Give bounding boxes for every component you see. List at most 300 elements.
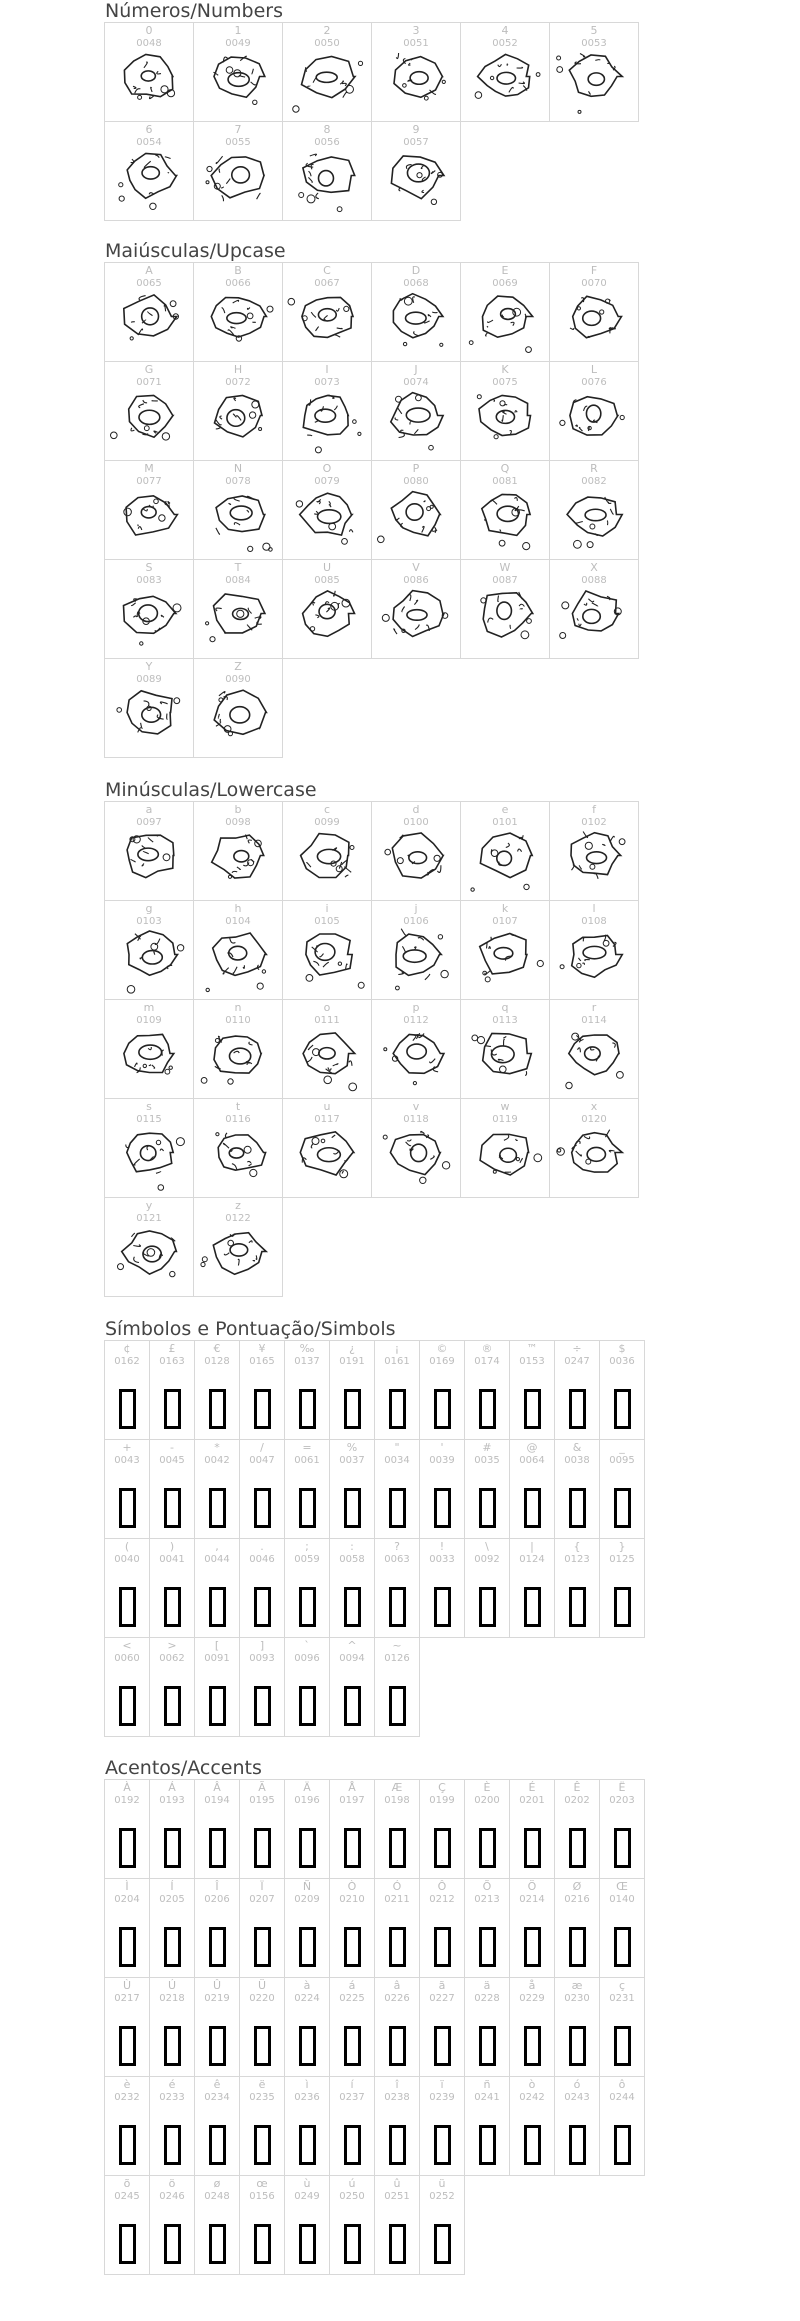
- glyph-character-label: Ö: [527, 1880, 537, 1893]
- glyph-cell[interactable]: [104, 262, 194, 362]
- glyph-cell[interactable]: [284, 1538, 330, 1638]
- missing-glyph-box: [119, 1389, 136, 1429]
- glyph-cell[interactable]: [194, 1538, 240, 1638]
- glyph-cell[interactable]: [104, 460, 194, 560]
- glyph-cell[interactable]: [599, 1977, 645, 2077]
- glyph-character-label: 2: [323, 24, 331, 37]
- glyph-cell[interactable]: [329, 1878, 375, 1978]
- glyph-code-label: 0252: [429, 2191, 455, 2202]
- glyph-cell[interactable]: [329, 1779, 375, 1879]
- glyph-code-label: 0250: [339, 2191, 365, 2202]
- glyph-cell[interactable]: [460, 22, 550, 122]
- glyph-cell[interactable]: [282, 361, 372, 461]
- glyph-cell[interactable]: [371, 900, 461, 1000]
- glyph-cell[interactable]: [460, 460, 550, 560]
- glyph-code-label: 0228: [474, 1993, 500, 2004]
- glyph-cell[interactable]: [282, 801, 372, 901]
- glyph-cell[interactable]: [554, 1538, 600, 1638]
- glyph-cell[interactable]: [282, 999, 372, 1099]
- glyph-code-label: 0241: [474, 2092, 500, 2103]
- glyph-cell[interactable]: [374, 1340, 420, 1440]
- glyph-character-label: o: [323, 1001, 331, 1014]
- glyph-cell[interactable]: [193, 262, 283, 362]
- glyph-code-label: 0062: [159, 1653, 185, 1664]
- missing-glyph-box: [434, 1927, 451, 1967]
- glyph-preview-image: [194, 901, 283, 1000]
- glyph-character-label: Ë: [618, 1781, 626, 1794]
- glyph-code-label: 0043: [114, 1455, 140, 1466]
- glyph-preview-image: [550, 901, 639, 1000]
- glyph-character-label: P: [412, 462, 420, 475]
- missing-glyph-box: [389, 2125, 406, 2165]
- glyph-cell[interactable]: [460, 900, 550, 1000]
- glyph-cell[interactable]: [104, 361, 194, 461]
- missing-glyph-box: [479, 1389, 496, 1429]
- glyph-character-label: _: [619, 1441, 625, 1454]
- glyph-character-label: £: [168, 1342, 176, 1355]
- glyph-preview-image: [194, 1000, 283, 1099]
- glyph-preview-image: [283, 362, 372, 461]
- glyph-cell[interactable]: [194, 1439, 240, 1539]
- missing-glyph-box: [614, 1488, 631, 1528]
- glyph-code-label: 0093: [249, 1653, 275, 1664]
- glyph-cell[interactable]: [194, 1878, 240, 1978]
- glyph-preview-image: [461, 1000, 550, 1099]
- glyph-cell[interactable]: [549, 460, 639, 560]
- glyph-cell[interactable]: [509, 1439, 555, 1539]
- glyph-cell[interactable]: [549, 361, 639, 461]
- glyph-cell[interactable]: [104, 999, 194, 1099]
- glyph-cell[interactable]: [239, 1977, 285, 2077]
- glyph-cell[interactable]: [549, 999, 639, 1099]
- glyph-cell[interactable]: [464, 1340, 510, 1440]
- glyph-cell[interactable]: [329, 2076, 375, 2176]
- glyph-character-label: ç: [618, 1979, 626, 1992]
- missing-glyph-box: [614, 2026, 631, 2066]
- glyph-cell[interactable]: [194, 1977, 240, 2077]
- glyph-cell[interactable]: [104, 1977, 150, 2077]
- glyph-code-label: 0112: [403, 1015, 429, 1026]
- glyph-character-label: -: [170, 1441, 174, 1454]
- glyph-cell[interactable]: [194, 1637, 240, 1737]
- missing-glyph-box: [524, 2026, 541, 2066]
- glyph-cell[interactable]: [599, 1340, 645, 1440]
- glyph-cell[interactable]: [554, 1977, 600, 2077]
- glyph-cell[interactable]: [282, 900, 372, 1000]
- glyph-cell[interactable]: [239, 2175, 285, 2275]
- glyph-cell[interactable]: [419, 2175, 465, 2275]
- glyph-preview-image: [194, 659, 283, 758]
- glyph-cell[interactable]: [239, 2076, 285, 2176]
- glyph-cell[interactable]: [419, 1779, 465, 1879]
- missing-glyph-box: [479, 1488, 496, 1528]
- glyph-cell[interactable]: [239, 1637, 285, 1737]
- glyph-character-label: B: [234, 264, 242, 277]
- missing-glyph-box: [569, 1828, 586, 1868]
- glyph-preview-image: [461, 362, 550, 461]
- missing-glyph-box: [119, 1686, 136, 1726]
- glyph-character-label: H: [233, 363, 243, 376]
- glyph-cell[interactable]: [509, 1977, 555, 2077]
- glyph-cell[interactable]: [374, 1439, 420, 1539]
- glyph-cell[interactable]: [104, 801, 194, 901]
- missing-glyph-box: [434, 1587, 451, 1627]
- glyph-code-label: 0229: [519, 1993, 545, 2004]
- glyph-cell[interactable]: [193, 1098, 283, 1198]
- glyph-cell[interactable]: [282, 559, 372, 659]
- glyph-code-label: 0083: [136, 575, 162, 586]
- glyph-cell[interactable]: [194, 1779, 240, 1879]
- glyph-cell[interactable]: [554, 1439, 600, 1539]
- glyph-character-label: ÷: [572, 1342, 582, 1355]
- glyph-code-label: 0087: [492, 575, 518, 586]
- glyph-cell[interactable]: [239, 1878, 285, 1978]
- glyph-cell[interactable]: [282, 460, 372, 560]
- glyph-cell[interactable]: [374, 1878, 420, 1978]
- glyph-code-label: 0099: [314, 817, 340, 828]
- glyph-character-label: /: [260, 1441, 264, 1454]
- glyph-cell[interactable]: [284, 2175, 330, 2275]
- glyph-cell[interactable]: [104, 2076, 150, 2176]
- glyph-character-label: K: [501, 363, 509, 376]
- glyph-cell[interactable]: [329, 1340, 375, 1440]
- glyph-cell[interactable]: [599, 1439, 645, 1539]
- missing-glyph-box: [299, 1686, 316, 1726]
- glyph-cell[interactable]: [509, 1340, 555, 1440]
- glyph-cell[interactable]: [464, 2076, 510, 2176]
- missing-glyph-box: [254, 1686, 271, 1726]
- glyph-preview-image: [105, 23, 194, 122]
- glyph-cell[interactable]: [509, 2076, 555, 2176]
- glyph-cell[interactable]: [194, 2076, 240, 2176]
- glyph-character-label: G: [144, 363, 154, 376]
- glyph-cell[interactable]: [239, 1439, 285, 1539]
- glyph-cell[interactable]: [374, 1637, 420, 1737]
- glyph-cell[interactable]: [599, 1878, 645, 1978]
- glyph-character-label: È: [483, 1781, 491, 1794]
- glyph-cell[interactable]: [599, 1779, 645, 1879]
- glyph-preview-image: [550, 461, 639, 560]
- glyph-character-label: ': [440, 1441, 444, 1454]
- glyph-cell[interactable]: [419, 2076, 465, 2176]
- glyph-code-label: 0049: [225, 38, 251, 49]
- glyph-cell[interactable]: [104, 1098, 194, 1198]
- missing-glyph-box: [164, 1389, 181, 1429]
- glyph-code-label: 0095: [609, 1455, 635, 1466]
- missing-glyph-box: [569, 2125, 586, 2165]
- glyph-cell[interactable]: [460, 999, 550, 1099]
- glyph-preview-image: [105, 659, 194, 758]
- glyph-cell[interactable]: [194, 2175, 240, 2275]
- glyph-cell[interactable]: [509, 1878, 555, 1978]
- glyph-code-label: 0162: [114, 1356, 140, 1367]
- glyph-code-label: 0163: [159, 1356, 185, 1367]
- glyph-cell[interactable]: [419, 1878, 465, 1978]
- glyph-preview-image: [283, 802, 372, 901]
- glyph-cell[interactable]: [509, 1538, 555, 1638]
- glyph-cell[interactable]: [371, 999, 461, 1099]
- glyph-character-label: .: [260, 1540, 264, 1553]
- glyph-cell[interactable]: [104, 22, 194, 122]
- glyph-cell[interactable]: [149, 2076, 195, 2176]
- glyph-cell[interactable]: [193, 1197, 283, 1297]
- glyph-character-label: U: [322, 561, 332, 574]
- glyph-cell[interactable]: [104, 900, 194, 1000]
- glyph-cell[interactable]: [193, 121, 283, 221]
- missing-glyph-box: [524, 1587, 541, 1627]
- glyph-cell[interactable]: [374, 2175, 420, 2275]
- glyph-cell[interactable]: [464, 1439, 510, 1539]
- glyph-cell[interactable]: [149, 1538, 195, 1638]
- glyph-code-label: 0102: [581, 817, 607, 828]
- missing-glyph-box: [344, 1927, 361, 1967]
- glyph-character-label: T: [234, 561, 242, 574]
- glyph-cell[interactable]: [193, 999, 283, 1099]
- glyph-cell[interactable]: [464, 1538, 510, 1638]
- glyph-cell[interactable]: [149, 1977, 195, 2077]
- missing-glyph-box: [119, 1828, 136, 1868]
- glyph-preview-image: [283, 263, 372, 362]
- glyph-cell[interactable]: [239, 1340, 285, 1440]
- glyph-code-label: 0051: [403, 38, 429, 49]
- glyph-cell[interactable]: [549, 262, 639, 362]
- glyph-character-label: 3: [412, 24, 420, 37]
- glyph-cell[interactable]: [149, 1779, 195, 1879]
- glyph-preview-image: [194, 23, 283, 122]
- glyph-cell[interactable]: [284, 1340, 330, 1440]
- glyph-cell[interactable]: [599, 1538, 645, 1638]
- glyph-cell[interactable]: [549, 559, 639, 659]
- glyph-code-label: 0060: [114, 1653, 140, 1664]
- glyph-cell[interactable]: [284, 2076, 330, 2176]
- glyph-preview-image: [372, 122, 461, 221]
- glyph-cell[interactable]: [460, 1098, 550, 1198]
- glyph-code-label: 0066: [225, 278, 251, 289]
- section-title: Maiúsculas/Upcase: [105, 240, 286, 262]
- glyph-code-label: 0200: [474, 1795, 500, 1806]
- glyph-cell[interactable]: [464, 1779, 510, 1879]
- glyph-code-label: 0089: [136, 674, 162, 685]
- missing-glyph-box: [614, 1389, 631, 1429]
- glyph-code-label: 0065: [136, 278, 162, 289]
- glyph-cell[interactable]: [104, 1637, 150, 1737]
- glyph-cell[interactable]: [149, 2175, 195, 2275]
- missing-glyph-box: [164, 2224, 181, 2264]
- glyph-cell[interactable]: [460, 801, 550, 901]
- glyph-cell[interactable]: [282, 1098, 372, 1198]
- glyph-cell[interactable]: [239, 1538, 285, 1638]
- glyph-cell[interactable]: [460, 361, 550, 461]
- glyph-preview-image: [283, 23, 372, 122]
- glyph-cell[interactable]: [282, 262, 372, 362]
- glyph-cell[interactable]: [549, 900, 639, 1000]
- glyph-character-label: x: [590, 1100, 598, 1113]
- glyph-cell[interactable]: [104, 2175, 150, 2275]
- glyph-code-label: 0080: [403, 476, 429, 487]
- glyph-character-label: Ñ: [302, 1880, 312, 1893]
- glyph-character-label: ]: [259, 1639, 265, 1652]
- glyph-cell[interactable]: [419, 1977, 465, 2077]
- glyph-cell[interactable]: [194, 1340, 240, 1440]
- glyph-cell[interactable]: [149, 1439, 195, 1539]
- glyph-character-label: 4: [501, 24, 509, 37]
- section-title: Símbolos e Pontuação/Simbols: [105, 1318, 396, 1340]
- missing-glyph-box: [299, 2125, 316, 2165]
- glyph-cell[interactable]: [460, 262, 550, 362]
- glyph-cell[interactable]: [284, 1439, 330, 1539]
- glyph-cell[interactable]: [284, 1637, 330, 1737]
- glyph-cell[interactable]: [284, 1878, 330, 1978]
- glyph-character-label: Æ: [391, 1781, 403, 1794]
- glyph-cell[interactable]: [371, 460, 461, 560]
- glyph-preview-image: [372, 362, 461, 461]
- glyph-character-label: è: [123, 2078, 131, 2091]
- glyph-cell[interactable]: [549, 801, 639, 901]
- glyph-cell[interactable]: [419, 1439, 465, 1539]
- glyph-cell[interactable]: [104, 1197, 194, 1297]
- glyph-character-label: `: [304, 1639, 310, 1652]
- glyph-cell[interactable]: [554, 1878, 600, 1978]
- glyph-code-label: 0096: [294, 1653, 320, 1664]
- missing-glyph-box: [569, 2026, 586, 2066]
- glyph-cell[interactable]: [282, 22, 372, 122]
- glyph-cell[interactable]: [104, 1538, 150, 1638]
- glyph-code-label: 0061: [294, 1455, 320, 1466]
- glyph-code-label: 0206: [204, 1894, 230, 1905]
- glyph-character-label: i: [325, 902, 329, 915]
- glyph-cell[interactable]: [371, 121, 461, 221]
- glyph-code-label: 0219: [204, 1993, 230, 2004]
- glyph-cell[interactable]: [374, 1538, 420, 1638]
- glyph-character-label: ê: [213, 2078, 221, 2091]
- missing-glyph-box: [569, 1587, 586, 1627]
- glyph-character-label: v: [412, 1100, 420, 1113]
- glyph-cell[interactable]: [554, 1779, 600, 1879]
- glyph-cell[interactable]: [371, 361, 461, 461]
- glyph-cell[interactable]: [104, 1340, 150, 1440]
- glyph-cell[interactable]: [329, 1977, 375, 2077]
- glyph-character-label: ù: [303, 2177, 311, 2190]
- glyph-character-label: ;: [305, 1540, 309, 1553]
- glyph-cell[interactable]: [371, 801, 461, 901]
- glyph-code-label: 0193: [159, 1795, 185, 1806]
- glyph-preview-image: [550, 1099, 639, 1198]
- glyph-cell[interactable]: [104, 1878, 150, 1978]
- glyph-cell[interactable]: [329, 1439, 375, 1539]
- glyph-code-label: 0125: [609, 1554, 635, 1565]
- glyph-character-label: }: [618, 1540, 626, 1553]
- glyph-cell[interactable]: [193, 22, 283, 122]
- glyph-cell[interactable]: [193, 801, 283, 901]
- glyph-character-label: 5: [590, 24, 598, 37]
- glyph-character-label: p: [412, 1001, 420, 1014]
- glyph-cell[interactable]: [549, 22, 639, 122]
- glyph-cell[interactable]: [554, 1340, 600, 1440]
- glyph-cell[interactable]: [193, 559, 283, 659]
- glyph-character-label: ö: [168, 2177, 176, 2190]
- glyph-cell[interactable]: [284, 1779, 330, 1879]
- glyph-code-label: 0243: [564, 2092, 590, 2103]
- glyph-cell[interactable]: [419, 1538, 465, 1638]
- glyph-cell[interactable]: [193, 658, 283, 758]
- glyph-cell[interactable]: [149, 1637, 195, 1737]
- glyph-cell[interactable]: [193, 900, 283, 1000]
- glyph-cell[interactable]: [554, 2076, 600, 2176]
- glyph-code-label: 0040: [114, 1554, 140, 1565]
- glyph-cell[interactable]: [149, 1340, 195, 1440]
- glyph-cell[interactable]: [371, 22, 461, 122]
- glyph-cell[interactable]: [104, 1439, 150, 1539]
- glyph-cell[interactable]: [104, 1779, 150, 1879]
- glyph-cell[interactable]: [104, 559, 194, 659]
- glyph-cell[interactable]: [464, 1977, 510, 2077]
- glyph-code-label: 0104: [225, 916, 251, 927]
- glyph-cell[interactable]: [549, 1098, 639, 1198]
- glyph-character-label: h: [234, 902, 242, 915]
- glyph-cell[interactable]: [374, 1977, 420, 2077]
- glyph-cell[interactable]: [599, 2076, 645, 2176]
- glyph-character-label: j: [414, 902, 418, 915]
- glyph-cell[interactable]: [371, 262, 461, 362]
- glyph-cell[interactable]: [371, 1098, 461, 1198]
- glyph-code-label: 0053: [581, 38, 607, 49]
- glyph-cell[interactable]: [329, 1538, 375, 1638]
- glyph-cell[interactable]: [460, 559, 550, 659]
- glyph-cell[interactable]: [149, 1878, 195, 1978]
- glyph-character-label: Y: [145, 660, 153, 673]
- glyph-cell[interactable]: [239, 1779, 285, 1879]
- glyph-preview-image: [105, 560, 194, 659]
- glyph-code-label: 0216: [564, 1894, 590, 1905]
- missing-glyph-box: [434, 2224, 451, 2264]
- glyph-cell[interactable]: [374, 1779, 420, 1879]
- glyph-cell[interactable]: [282, 121, 372, 221]
- glyph-cell[interactable]: [104, 658, 194, 758]
- glyph-character-label: r: [591, 1001, 597, 1014]
- glyph-character-label: e: [501, 803, 509, 816]
- glyph-code-label: 0245: [114, 2191, 140, 2202]
- glyph-cell[interactable]: [464, 1878, 510, 1978]
- glyph-preview-image: [194, 802, 283, 901]
- glyph-character-label: y: [145, 1199, 153, 1212]
- glyph-character-label: 8: [323, 123, 331, 136]
- missing-glyph-box: [614, 1828, 631, 1868]
- glyph-character-label: Õ: [482, 1880, 492, 1893]
- missing-glyph-box: [119, 1587, 136, 1627]
- glyph-cell[interactable]: [329, 1637, 375, 1737]
- glyph-cell[interactable]: [509, 1779, 555, 1879]
- glyph-character-label: Â: [213, 1781, 221, 1794]
- glyph-code-label: 0054: [136, 137, 162, 148]
- glyph-code-label: 0048: [136, 38, 162, 49]
- glyph-cell[interactable]: [193, 460, 283, 560]
- glyph-cell[interactable]: [329, 2175, 375, 2275]
- glyph-cell[interactable]: [371, 559, 461, 659]
- glyph-character-label: V: [412, 561, 420, 574]
- glyph-cell[interactable]: [374, 2076, 420, 2176]
- glyph-cell[interactable]: [419, 1340, 465, 1440]
- glyph-preview-image: [461, 901, 550, 1000]
- glyph-character-label: \: [485, 1540, 489, 1553]
- glyph-cell[interactable]: [193, 361, 283, 461]
- glyph-character-label: ü: [438, 2177, 446, 2190]
- glyph-code-label: 0230: [564, 1993, 590, 2004]
- glyph-cell[interactable]: [284, 1977, 330, 2077]
- missing-glyph-box: [164, 1927, 181, 1967]
- glyph-code-label: 0042: [204, 1455, 230, 1466]
- glyph-cell[interactable]: [104, 121, 194, 221]
- missing-glyph-box: [299, 1587, 316, 1627]
